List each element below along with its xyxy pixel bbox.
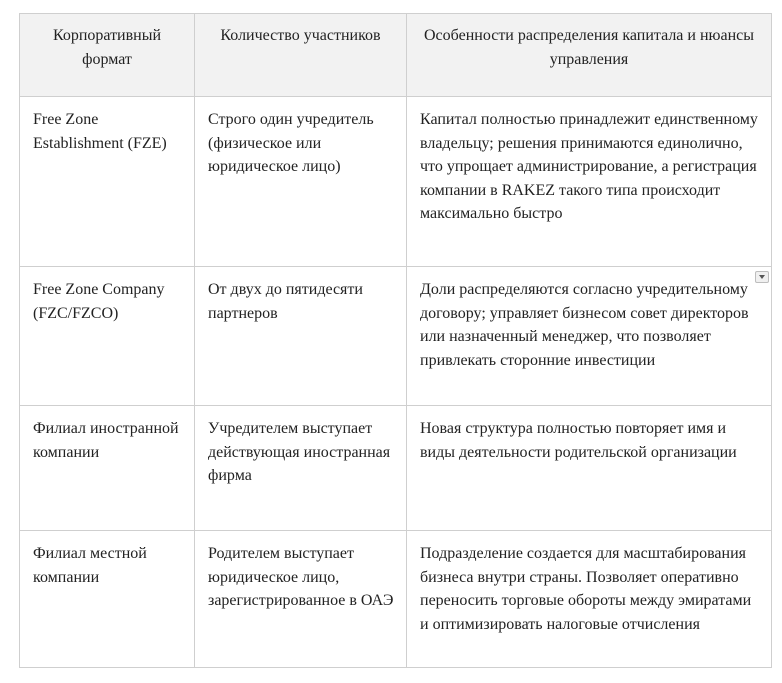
table-row — [20, 97, 772, 267]
cell-participants: Строго один учредитель (физическое или юридическое лицо) — [195, 97, 407, 267]
table-header-row — [20, 14, 772, 97]
cell-capital-management: Капитал полностью принадлежит единственному владельцу; решения принимаются единолично, что упрощает администрирование, а регистрация компании в RAKEZ такого типа происходит максимально быстро — [407, 97, 772, 267]
cell-participants: Родителем выступает юридическое лицо, зарегистрированное в ОАЭ — [195, 531, 407, 668]
cell-capital-management: Доли распределяются согласно учредительному договору; управляет бизнесом совет директоров или назначенный менеджер, что позволяет привлекать сторонние инвестиции — [407, 267, 772, 406]
cell-format: Free Zone Establishment (FZE) — [20, 97, 195, 267]
header-capital-management: Особенности распределения капитала и нюансы управления — [407, 14, 772, 97]
header-participants: Количество участников — [195, 14, 407, 97]
company-formats-table — [19, 13, 772, 668]
cell-format: Free Zone Company (FZC/FZCO) — [20, 267, 195, 406]
cell-participants: Учредителем выступает действующая иностранная фирма — [195, 406, 407, 531]
cell-capital-management: Новая структура полностью повторяет имя и виды деятельности родительской организации — [407, 406, 772, 531]
cell-dropdown-arrow-icon[interactable] — [755, 271, 769, 283]
cell-capital-management: Подразделение создается для масштабирования бизнеса внутри страны. Позволяет оперативно переносить торговые обороты между эмиратами и оптимизировать налоговые отчисления — [407, 531, 772, 668]
table-row — [20, 406, 772, 531]
table-row — [20, 267, 772, 406]
table-row — [20, 531, 772, 668]
cell-format: Филиал иностранной компании — [20, 406, 195, 531]
cell-participants: От двух до пятидесяти партнеров — [195, 267, 407, 406]
cell-format: Филиал местной компании — [20, 531, 195, 668]
header-format: Корпоративный формат — [20, 14, 195, 97]
comparison-table-container — [19, 13, 771, 668]
